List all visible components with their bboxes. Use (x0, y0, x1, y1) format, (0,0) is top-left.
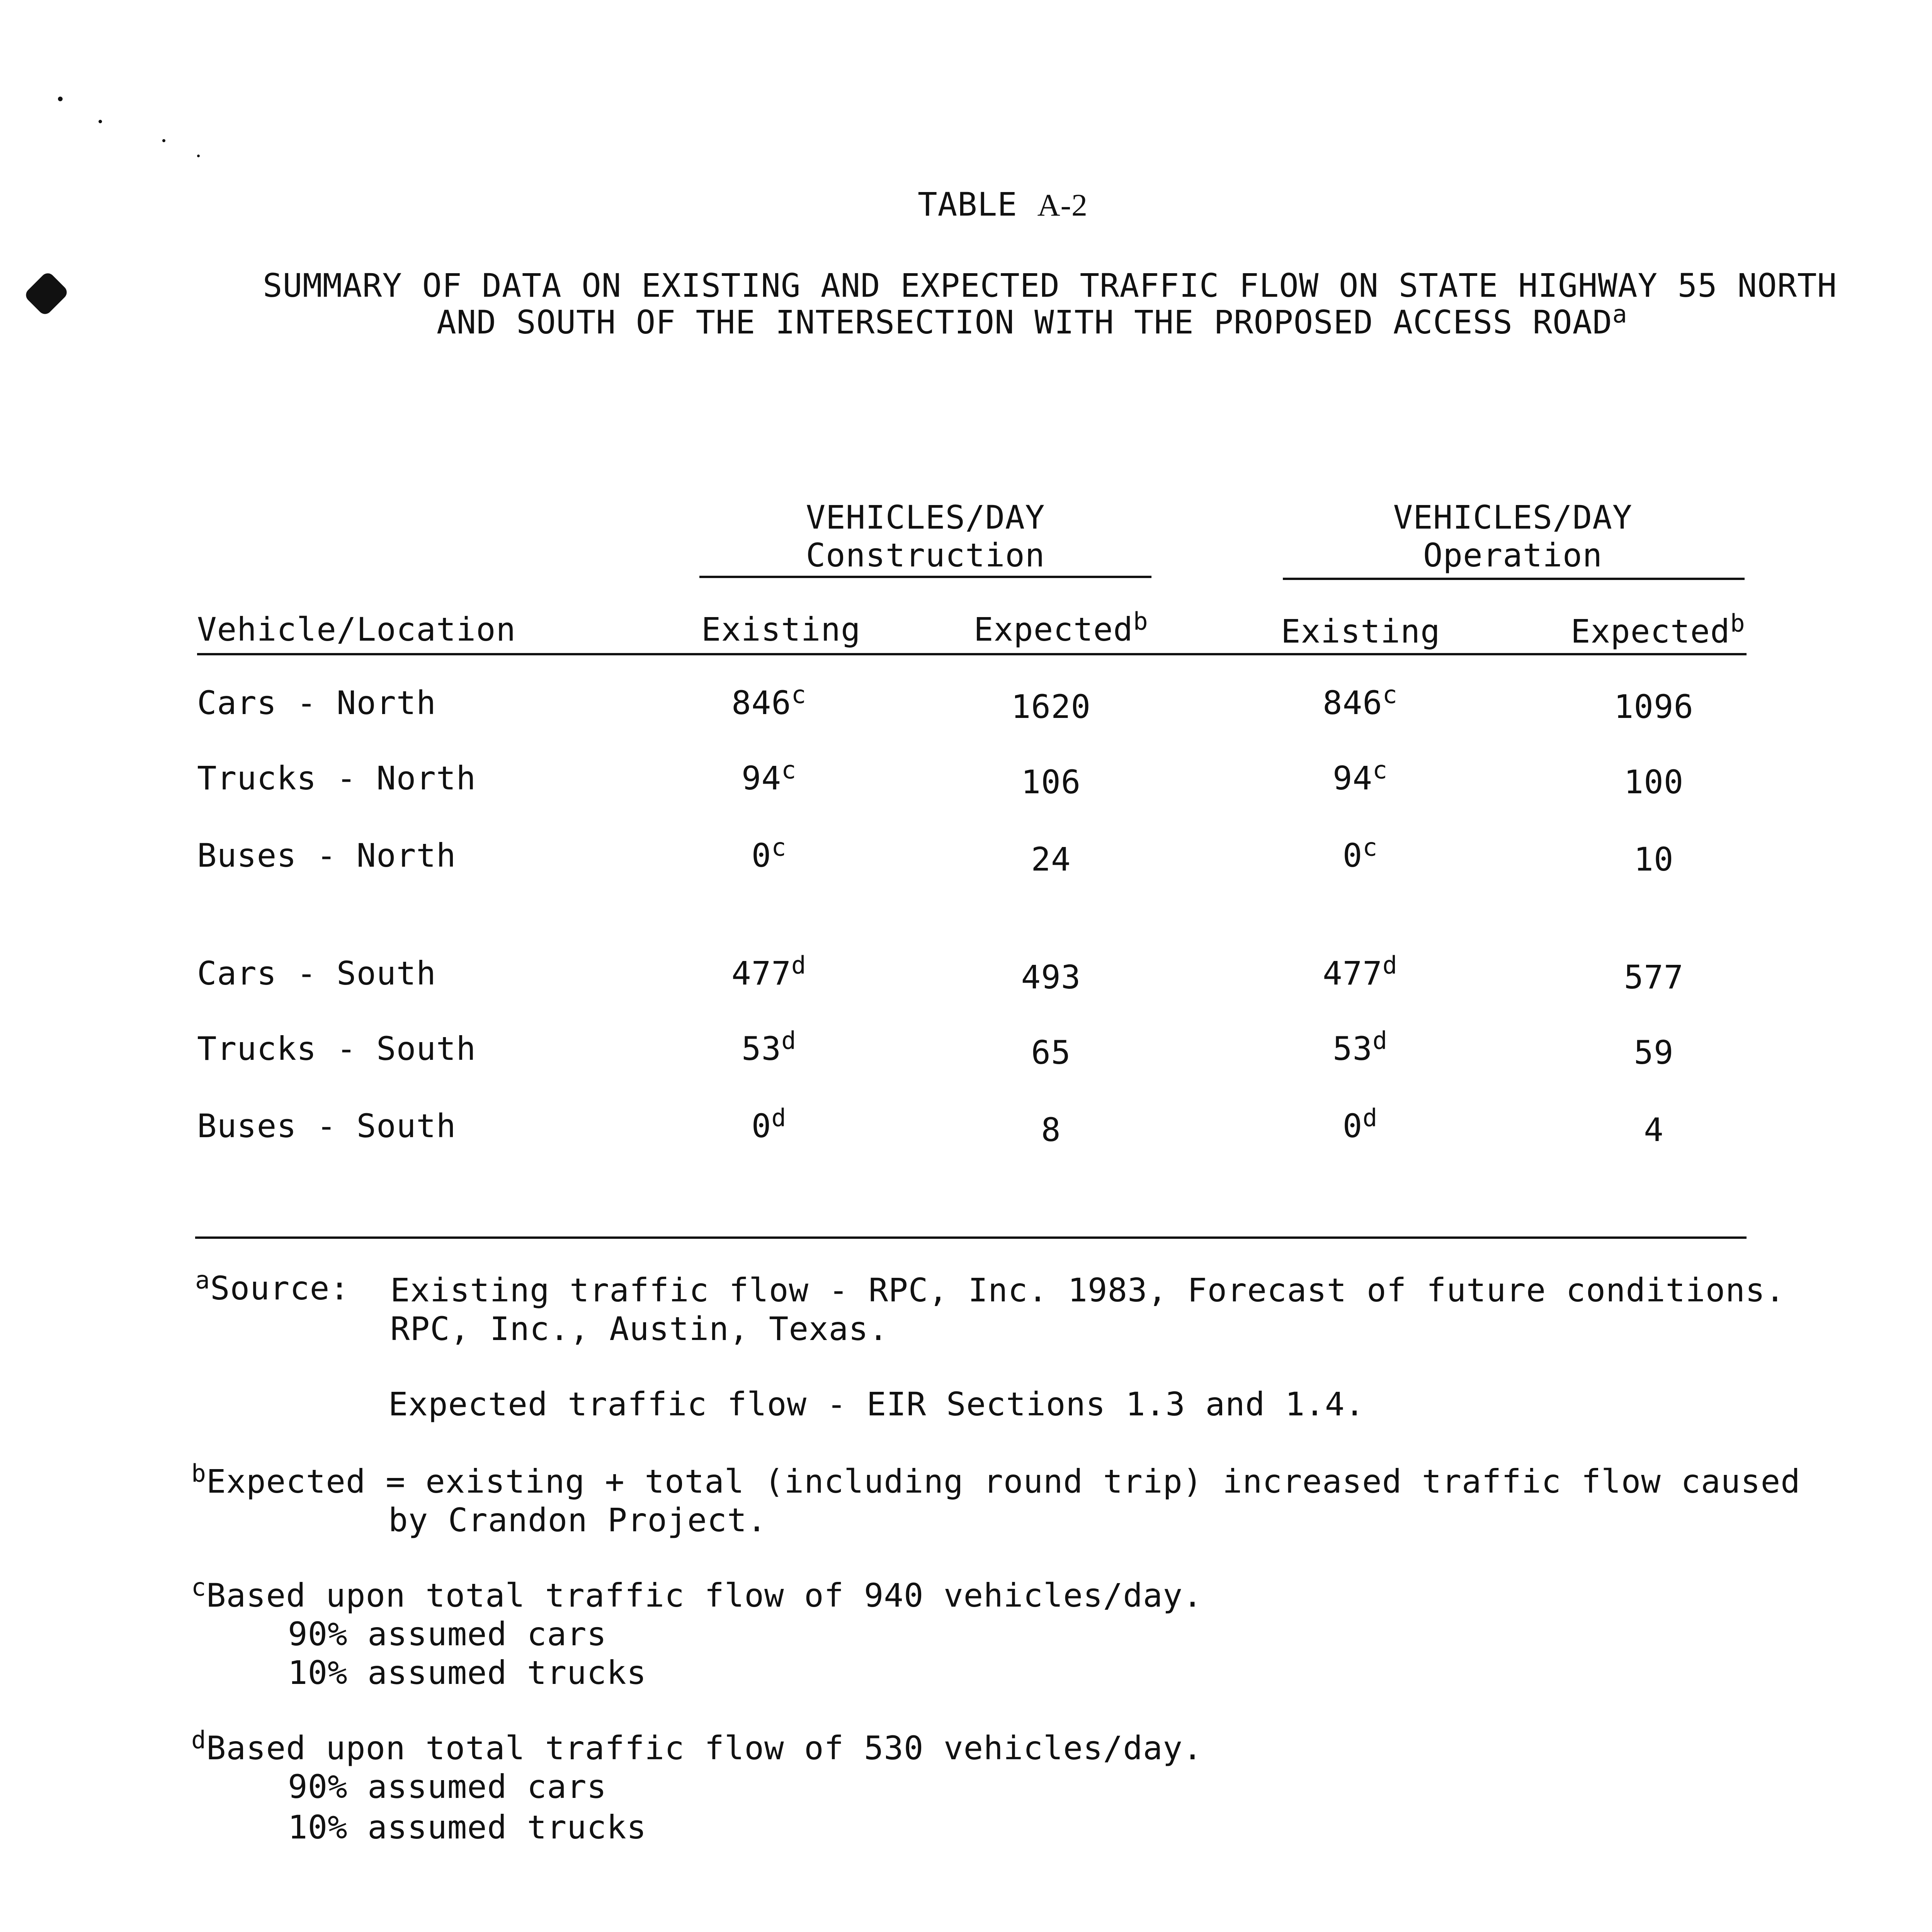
table-heading (918, 185, 1088, 223)
cell-value: 94 (1332, 759, 1373, 797)
cell-value: 493 (1021, 958, 1081, 996)
speck (99, 120, 102, 123)
cell-o-exist (1283, 951, 1437, 992)
col-header-operation-expected (1571, 609, 1745, 650)
cell-value: 0 (751, 1107, 772, 1145)
cell-value: 846 (1323, 684, 1383, 722)
cell-footnote-mark: c (781, 756, 797, 784)
footnote-c-mark: c (191, 1573, 206, 1602)
cell-value: 24 (1031, 840, 1071, 878)
cell-value: 846 (731, 684, 791, 722)
cell-footnote-mark: c (771, 833, 787, 862)
footnote-c-line3: 10% assumed trucks (288, 1654, 647, 1692)
row-label: Buses - South (197, 1107, 456, 1145)
table-title-line2 (437, 300, 1628, 341)
row-label: Trucks - South (197, 1030, 476, 1068)
row-label: Trucks - North (197, 759, 476, 797)
footnote-b-line1: Expected = existing + total (including round trip) increased traffic flow caused (206, 1463, 1801, 1500)
footnote-d-line3: 10% assumed trucks (288, 1808, 647, 1846)
cell-footnote-mark: d (771, 1104, 787, 1132)
footnote-a-label: Source: (210, 1269, 350, 1307)
speck (58, 97, 63, 101)
footnote-b-mark: b (191, 1459, 206, 1488)
cell-value: 477 (1323, 954, 1383, 992)
cell-o-exist (1283, 833, 1437, 874)
cell-c-exist (692, 1104, 846, 1145)
cell-value: 94 (741, 759, 782, 797)
footnote-b-line2: by Crandon Project. (388, 1501, 767, 1539)
cell-footnote-mark: c (1362, 833, 1378, 862)
cell-value: 0 (751, 837, 772, 874)
cell-value: 106 (1021, 763, 1081, 801)
cell-c-expect (974, 688, 1128, 726)
col-header-construction-existing: Existing (701, 611, 861, 648)
table-label: TABLE (918, 185, 1017, 223)
table-bottom-rule (195, 1236, 1747, 1239)
cell-o-exist (1283, 1026, 1437, 1068)
footnote-d-line2: 90% assumed cars (288, 1768, 607, 1806)
row-label: Buses - North (197, 837, 456, 874)
footnote-b (191, 1459, 1801, 1500)
cell-footnote-mark: c (791, 680, 806, 709)
table-title-sup: a (1612, 300, 1628, 328)
footnote-c-line1: Based upon total traffic flow of 940 vehicles/day. (206, 1577, 1203, 1614)
cell-c-expect (974, 958, 1128, 996)
cell-value: 1096 (1614, 688, 1694, 726)
col-header-construction-expected-text: Expected (974, 611, 1133, 648)
cell-footnote-mark: d (1382, 951, 1398, 980)
group-operation-line1: VEHICLES/DAY (1393, 498, 1633, 536)
cell-value: 4 (1644, 1111, 1664, 1149)
cell-footnote-mark: d (1372, 1026, 1388, 1055)
col-header-operation-expected-text: Expected (1571, 612, 1730, 650)
footnote-c (191, 1573, 1203, 1614)
cell-c-exist (692, 1026, 846, 1068)
group-construction-line2: Construction (806, 536, 1045, 574)
cell-value: 65 (1031, 1034, 1071, 1071)
cell-value: 53 (1332, 1030, 1373, 1068)
footnote-c-line2: 90% assumed cars (288, 1615, 607, 1653)
footnote-a-line2: RPC, Inc., Austin, Texas. (390, 1310, 889, 1348)
cell-value: 577 (1624, 958, 1684, 996)
cell-value: 8 (1041, 1111, 1061, 1149)
cell-c-expect (974, 763, 1128, 801)
cell-c-expect (974, 840, 1128, 878)
cell-c-exist (692, 756, 846, 797)
row-label: Cars - South (197, 954, 436, 992)
cell-o-exist (1283, 680, 1437, 722)
cell-value: 59 (1634, 1034, 1674, 1071)
cell-footnote-mark: c (1382, 680, 1398, 709)
footnote-a-line1: Existing traffic flow - RPC, Inc. 1983, Forecast of future conditions. (390, 1271, 1786, 1309)
cell-c-expect (974, 1111, 1128, 1149)
footnote-d (191, 1726, 1203, 1767)
cell-value: 53 (741, 1030, 782, 1068)
cell-value: 1620 (1011, 688, 1091, 726)
group-construction (699, 498, 1151, 574)
speck (162, 139, 165, 142)
cell-o-expect (1577, 1111, 1731, 1149)
footnote-a-mark: a (195, 1266, 210, 1294)
cell-footnote-mark: d (781, 1026, 797, 1055)
row-label: Cars - North (197, 684, 436, 722)
table-number: A-2 (1037, 187, 1088, 223)
cell-c-expect (974, 1034, 1128, 1071)
group-operation (1283, 498, 1743, 574)
cell-footnote-mark: c (1372, 756, 1388, 784)
cell-footnote-mark: d (1362, 1104, 1378, 1132)
group-operation-line2: Operation (1423, 536, 1603, 574)
group-construction-line1: VEHICLES/DAY (806, 498, 1045, 536)
cell-o-expect (1577, 840, 1731, 878)
speck (197, 155, 200, 157)
cell-value: 100 (1624, 763, 1684, 801)
cell-value: 0 (1342, 837, 1363, 874)
cell-o-exist (1283, 1104, 1437, 1145)
cell-value: 10 (1634, 840, 1674, 878)
col-header-operation-existing: Existing (1281, 612, 1440, 650)
footnote-a (195, 1266, 350, 1307)
footnote-a-line3: Expected traffic flow - EIR Sections 1.3 and 1.4. (388, 1385, 1365, 1423)
group-operation-rule (1283, 578, 1745, 580)
group-construction-rule (699, 576, 1151, 578)
cell-c-exist (692, 951, 846, 992)
cell-c-exist (692, 680, 846, 722)
col-header-operation-expected-sup: b (1730, 609, 1745, 638)
cell-o-expect (1577, 1034, 1731, 1071)
cell-footnote-mark: d (791, 951, 806, 980)
footnote-d-mark: d (191, 1726, 206, 1754)
cell-value: 477 (731, 954, 791, 992)
cell-value: 0 (1342, 1107, 1363, 1145)
cell-o-expect (1577, 958, 1731, 996)
footnote-d-line1: Based upon total traffic flow of 530 vehicles/day. (206, 1729, 1203, 1767)
cell-o-exist (1283, 756, 1437, 797)
col-header-vehicle-location: Vehicle/Location (197, 611, 516, 648)
table-title-line1: SUMMARY OF DATA ON EXISTING AND EXPECTED TRAFFIC FLOW ON STATE HIGHWAY 55 NORTH (263, 267, 1837, 304)
cell-o-expect (1577, 688, 1731, 726)
header-rule (197, 653, 1747, 655)
col-header-construction-expected-sup: b (1133, 607, 1148, 636)
table-title-line2-text: AND SOUTH OF THE INTERSECTION WITH THE PROPOSED ACCESS ROAD (437, 303, 1612, 341)
col-header-construction-expected (974, 607, 1148, 648)
cell-c-exist (692, 833, 846, 874)
cell-o-expect (1577, 763, 1731, 801)
binder-hole-top (23, 270, 70, 317)
